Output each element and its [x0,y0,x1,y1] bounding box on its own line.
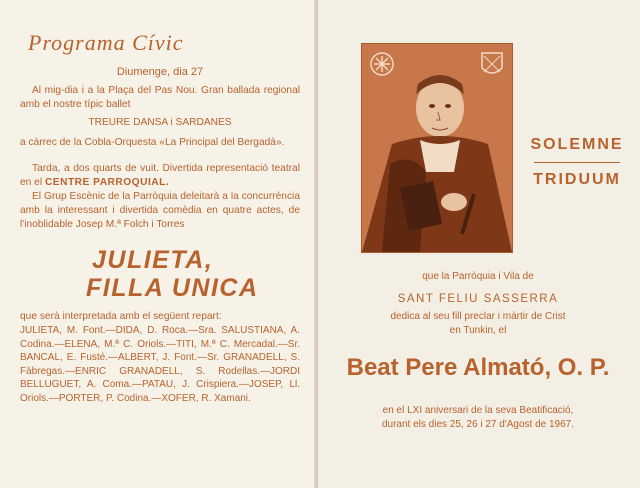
triduum-heading [522,136,632,189]
cobla-paragraph: a càrrec de la Cobla-Orquesta «La Principal del Bergadà». [20,137,285,148]
heading-line2: TRIDUUM [533,171,621,188]
heading-line1: SOLEMNE [530,136,624,153]
dedication-line4: en Tunkin, el [449,325,507,336]
cast-intro: que serà interpretada amb el següent repart: [20,311,222,322]
cast-list: JULIETA, M. Font.—DIDA, D. Roca.—Sra. SALUSTIANA, A. Codina.—ELENA, M.ª C. Oriols.—TITI, M.ª C. Mercadal.—Sr. BANCAL, E. Fusté.—ALBERT, J. Font.—Sr. GRANADELL, S. Fàbregas.—ENRIC GRANADELL, S. Rodellas.—JORDI BELLUGUET, A. Coma.—PATAU, J. Crispiera.—JOSEP, Ll. Oriols.—PORTER, P. Codina.—XOFER, R. Xamani. [20,325,300,404]
group-paragraph: El Grup Escènic de la Parròquia deleitarà a la concurrència amb la interessant i divertida comèdia en quatre actes, de l'inoblidable Josep M.ª Folch i Torres [20,191,300,230]
program-date: Diumenge, dia 27 [116,66,204,78]
dedication-line3: dedica al seu fill preclar i màrtir de Crist [390,311,566,322]
dedication-line1: que la Parròquia i Vila de [422,271,534,282]
beat-name: Beat Pere Almató, O. P. [346,354,610,381]
portrait-image [361,43,513,253]
evening-paragraph [20,162,300,190]
dedication-block [328,310,628,338]
coat-of-arms-icon [371,53,393,75]
program-title: Programa Cívic [28,30,184,55]
town-name: SANT FELIU SASSERRA [397,293,559,305]
dates-line: durant els dies 25, 26 i 27 d'Agost de 1967. [381,419,575,430]
dance-title: TREURE DANSA i SARDANES [88,117,232,128]
heading-rule [534,162,620,163]
left-page [0,0,316,488]
anniversary-block [328,404,628,432]
play-title-line2: FILLA UNICA [86,274,259,302]
midday-paragraph: Al mig-dia i a la Plaça del Pas Nou. Gran ballada regional amb el nostre típic ballet [20,85,300,110]
evening-text: Tarda, a dos quarts de vuit. Divertida representació teatral en el [20,163,300,188]
play-title [86,246,300,302]
right-page [318,0,640,488]
anniversary-line: en el LXI aniversari de la seva Beatificació, [382,405,574,416]
play-title-line1: JULIETA, [92,246,214,274]
centre-parroquial: CENTRE PARROQUIAL. [44,177,170,188]
